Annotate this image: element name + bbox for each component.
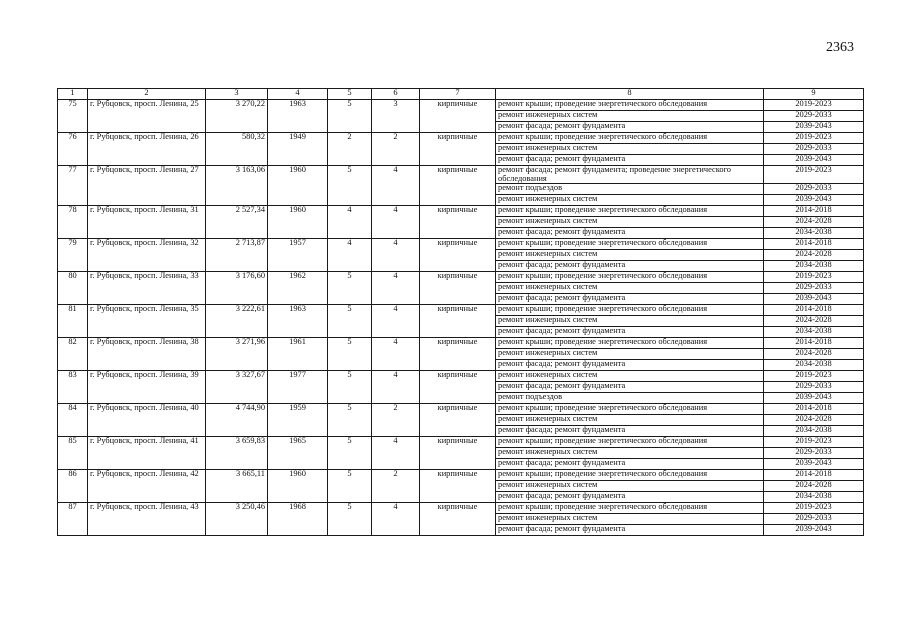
row-number: 87 bbox=[58, 503, 88, 536]
period-cell: 2024-2028 bbox=[764, 250, 864, 261]
table-row bbox=[58, 404, 864, 415]
work-type-cell: ремонт крыши; проведение энергетического обследования bbox=[496, 503, 764, 514]
address-cell: г. Рубцовск, просп. Ленина, 39 bbox=[88, 371, 206, 404]
work-type-cell: ремонт крыши; проведение энергетического обследования bbox=[496, 206, 764, 217]
year-cell: 1961 bbox=[268, 338, 328, 371]
material-cell: кирпичные bbox=[420, 239, 496, 272]
address-cell: г. Рубцовск, просп. Ленина, 32 bbox=[88, 239, 206, 272]
year-cell: 1960 bbox=[268, 470, 328, 503]
address-cell: г. Рубцовск, просп. Ленина, 31 bbox=[88, 206, 206, 239]
work-type-cell: ремонт крыши; проведение энергетического обследования bbox=[496, 305, 764, 316]
period-cell: 2034-2038 bbox=[764, 327, 864, 338]
year-cell: 1959 bbox=[268, 404, 328, 437]
period-cell: 2019-2023 bbox=[764, 133, 864, 144]
period-cell: 2039-2043 bbox=[764, 525, 864, 536]
period-cell: 2034-2038 bbox=[764, 426, 864, 437]
material-cell: кирпичные bbox=[420, 272, 496, 305]
table-row bbox=[58, 239, 864, 250]
work-type-cell: ремонт фасада; ремонт фундамента bbox=[496, 294, 764, 305]
area-cell: 2 713,87 bbox=[206, 239, 268, 272]
entrances-cell: 4 bbox=[372, 305, 420, 338]
row-number: 80 bbox=[58, 272, 88, 305]
period-cell: 2034-2038 bbox=[764, 228, 864, 239]
column-header: 5 bbox=[328, 89, 372, 100]
floors-cell: 5 bbox=[328, 404, 372, 437]
material-cell: кирпичные bbox=[420, 133, 496, 166]
area-cell: 2 527,34 bbox=[206, 206, 268, 239]
work-type-cell: ремонт фасада; ремонт фундамента bbox=[496, 261, 764, 272]
work-type-cell: ремонт фасада; ремонт фундамента bbox=[496, 122, 764, 133]
table-row bbox=[58, 305, 864, 316]
row-number: 86 bbox=[58, 470, 88, 503]
column-header: 9 bbox=[764, 89, 864, 100]
column-header: 8 bbox=[496, 89, 764, 100]
entrances-cell: 3 bbox=[372, 100, 420, 133]
period-cell: 2039-2043 bbox=[764, 195, 864, 206]
row-number: 82 bbox=[58, 338, 88, 371]
table-row bbox=[58, 166, 864, 184]
work-type-cell: ремонт крыши; проведение энергетического обследования bbox=[496, 338, 764, 349]
address-cell: г. Рубцовск, просп. Ленина, 40 bbox=[88, 404, 206, 437]
work-type-cell: ремонт подъездов bbox=[496, 184, 764, 195]
period-cell: 2029-2033 bbox=[764, 448, 864, 459]
material-cell: кирпичные bbox=[420, 470, 496, 503]
period-cell: 2024-2028 bbox=[764, 481, 864, 492]
material-cell: кирпичные bbox=[420, 503, 496, 536]
period-cell: 2029-2033 bbox=[764, 382, 864, 393]
table-row bbox=[58, 272, 864, 283]
work-type-cell: ремонт подъездов bbox=[496, 393, 764, 404]
area-cell: 3 250,46 bbox=[206, 503, 268, 536]
row-number: 77 bbox=[58, 166, 88, 206]
period-cell: 2034-2038 bbox=[764, 492, 864, 503]
work-type-cell: ремонт фасада; ремонт фундамента bbox=[496, 327, 764, 338]
entrances-cell: 4 bbox=[372, 338, 420, 371]
period-cell: 2029-2033 bbox=[764, 283, 864, 294]
entrances-cell: 4 bbox=[372, 206, 420, 239]
period-cell: 2019-2023 bbox=[764, 371, 864, 382]
address-cell: г. Рубцовск, просп. Ленина, 27 bbox=[88, 166, 206, 206]
table-row bbox=[58, 371, 864, 382]
page-number: 2363 bbox=[826, 40, 854, 55]
period-cell: 2014-2018 bbox=[764, 338, 864, 349]
period-cell: 2039-2043 bbox=[764, 459, 864, 470]
entrances-cell: 2 bbox=[372, 404, 420, 437]
address-cell: г. Рубцовск, просп. Ленина, 42 bbox=[88, 470, 206, 503]
period-cell: 2014-2018 bbox=[764, 305, 864, 316]
work-type-cell: ремонт инженерных систем bbox=[496, 448, 764, 459]
address-cell: г. Рубцовск, просп. Ленина, 41 bbox=[88, 437, 206, 470]
period-cell: 2039-2043 bbox=[764, 122, 864, 133]
material-cell: кирпичные bbox=[420, 404, 496, 437]
year-cell: 1963 bbox=[268, 100, 328, 133]
work-type-cell: ремонт инженерных систем bbox=[496, 415, 764, 426]
work-type-cell: ремонт крыши; проведение энергетического обследования bbox=[496, 272, 764, 283]
work-type-cell: ремонт фасада; ремонт фундамента bbox=[496, 459, 764, 470]
table-row bbox=[58, 503, 864, 514]
area-cell: 3 176,60 bbox=[206, 272, 268, 305]
area-cell: 3 659,83 bbox=[206, 437, 268, 470]
period-cell: 2034-2038 bbox=[764, 261, 864, 272]
work-type-cell: ремонт фасада; ремонт фундамента bbox=[496, 382, 764, 393]
work-type-cell: ремонт инженерных систем bbox=[496, 371, 764, 382]
table-row bbox=[58, 338, 864, 349]
address-cell: г. Рубцовск, просп. Ленина, 43 bbox=[88, 503, 206, 536]
table-row bbox=[58, 470, 864, 481]
work-type-cell: ремонт инженерных систем bbox=[496, 283, 764, 294]
period-cell: 2019-2023 bbox=[764, 503, 864, 514]
material-cell: кирпичные bbox=[420, 305, 496, 338]
period-cell: 2019-2023 bbox=[764, 272, 864, 283]
work-type-cell: ремонт инженерных систем bbox=[496, 349, 764, 360]
address-cell: г. Рубцовск, просп. Ленина, 26 bbox=[88, 133, 206, 166]
column-header: 1 bbox=[58, 89, 88, 100]
work-type-cell: ремонт фасада; ремонт фундамента bbox=[496, 228, 764, 239]
entrances-cell: 4 bbox=[372, 272, 420, 305]
year-cell: 1960 bbox=[268, 166, 328, 206]
area-cell: 3 270,22 bbox=[206, 100, 268, 133]
material-cell: кирпичные bbox=[420, 338, 496, 371]
table-row bbox=[58, 133, 864, 144]
entrances-cell: 4 bbox=[372, 371, 420, 404]
work-type-cell: ремонт инженерных систем bbox=[496, 217, 764, 228]
column-header: 7 bbox=[420, 89, 496, 100]
work-type-cell: ремонт инженерных систем bbox=[496, 316, 764, 327]
area-cell: 3 222,61 bbox=[206, 305, 268, 338]
work-type-cell: ремонт фасада; ремонт фундамента bbox=[496, 360, 764, 371]
work-type-cell: ремонт крыши; проведение энергетического обследования bbox=[496, 437, 764, 448]
work-type-cell: ремонт крыши; проведение энергетического обследования bbox=[496, 133, 764, 144]
year-cell: 1977 bbox=[268, 371, 328, 404]
period-cell: 2019-2023 bbox=[764, 166, 864, 184]
period-cell: 2029-2033 bbox=[764, 144, 864, 155]
work-type-cell: ремонт инженерных систем bbox=[496, 250, 764, 261]
work-type-cell: ремонт инженерных систем bbox=[496, 195, 764, 206]
period-cell: 2014-2018 bbox=[764, 206, 864, 217]
period-cell: 2019-2023 bbox=[764, 437, 864, 448]
period-cell: 2014-2018 bbox=[764, 239, 864, 250]
floors-cell: 5 bbox=[328, 100, 372, 133]
year-cell: 1957 bbox=[268, 239, 328, 272]
housing-register-table bbox=[57, 88, 864, 536]
floors-cell: 4 bbox=[328, 206, 372, 239]
period-cell: 2029-2033 bbox=[764, 514, 864, 525]
floors-cell: 5 bbox=[328, 503, 372, 536]
period-cell: 2024-2028 bbox=[764, 217, 864, 228]
period-cell: 2024-2028 bbox=[764, 349, 864, 360]
year-cell: 1968 bbox=[268, 503, 328, 536]
work-type-cell: ремонт инженерных систем bbox=[496, 111, 764, 122]
area-cell: 3 327,67 bbox=[206, 371, 268, 404]
floors-cell: 5 bbox=[328, 305, 372, 338]
column-header: 3 bbox=[206, 89, 268, 100]
period-cell: 2024-2028 bbox=[764, 415, 864, 426]
year-cell: 1963 bbox=[268, 305, 328, 338]
period-cell: 2029-2033 bbox=[764, 111, 864, 122]
entrances-cell: 4 bbox=[372, 437, 420, 470]
year-cell: 1965 bbox=[268, 437, 328, 470]
column-header: 6 bbox=[372, 89, 420, 100]
material-cell: кирпичные bbox=[420, 437, 496, 470]
work-type-cell: ремонт фасада; ремонт фундамента bbox=[496, 155, 764, 166]
address-cell: г. Рубцовск, просп. Ленина, 33 bbox=[88, 272, 206, 305]
material-cell: кирпичные bbox=[420, 100, 496, 133]
row-number: 79 bbox=[58, 239, 88, 272]
work-type-cell: ремонт инженерных систем bbox=[496, 481, 764, 492]
address-cell: г. Рубцовск, просп. Ленина, 25 bbox=[88, 100, 206, 133]
area-cell: 580,32 bbox=[206, 133, 268, 166]
area-cell: 3 271,96 bbox=[206, 338, 268, 371]
period-cell: 2029-2033 bbox=[764, 184, 864, 195]
column-header-row bbox=[58, 89, 864, 100]
work-type-cell: ремонт крыши; проведение энергетического обследования bbox=[496, 100, 764, 111]
table-row bbox=[58, 206, 864, 217]
row-number: 83 bbox=[58, 371, 88, 404]
period-cell: 2039-2043 bbox=[764, 155, 864, 166]
row-number: 78 bbox=[58, 206, 88, 239]
period-cell: 2039-2043 bbox=[764, 393, 864, 404]
column-header: 2 bbox=[88, 89, 206, 100]
work-type-cell: ремонт фасада; ремонт фундамента bbox=[496, 492, 764, 503]
work-type-cell: ремонт фасада; ремонт фундамента bbox=[496, 525, 764, 536]
address-cell: г. Рубцовск, просп. Ленина, 35 bbox=[88, 305, 206, 338]
entrances-cell: 2 bbox=[372, 470, 420, 503]
year-cell: 1960 bbox=[268, 206, 328, 239]
work-type-cell: ремонт фасада; ремонт фундамента bbox=[496, 426, 764, 437]
work-type-cell: ремонт инженерных систем bbox=[496, 144, 764, 155]
period-cell: 2014-2018 bbox=[764, 404, 864, 415]
work-type-cell: ремонт крыши; проведение энергетического обследования bbox=[496, 404, 764, 415]
floors-cell: 5 bbox=[328, 437, 372, 470]
table-row bbox=[58, 437, 864, 448]
area-cell: 3 665,11 bbox=[206, 470, 268, 503]
period-cell: 2014-2018 bbox=[764, 470, 864, 481]
floors-cell: 5 bbox=[328, 272, 372, 305]
work-type-cell: ремонт крыши; проведение энергетического обследования bbox=[496, 470, 764, 481]
area-cell: 3 163,06 bbox=[206, 166, 268, 206]
floors-cell: 4 bbox=[328, 239, 372, 272]
period-cell: 2034-2038 bbox=[764, 360, 864, 371]
floors-cell: 2 bbox=[328, 133, 372, 166]
area-cell: 4 744,90 bbox=[206, 404, 268, 437]
period-cell: 2039-2043 bbox=[764, 294, 864, 305]
material-cell: кирпичные bbox=[420, 206, 496, 239]
table-row bbox=[58, 100, 864, 111]
period-cell: 2024-2028 bbox=[764, 316, 864, 327]
row-number: 75 bbox=[58, 100, 88, 133]
work-type-cell: ремонт крыши; проведение энергетического обследования bbox=[496, 239, 764, 250]
floors-cell: 5 bbox=[328, 371, 372, 404]
row-number: 76 bbox=[58, 133, 88, 166]
floors-cell: 5 bbox=[328, 470, 372, 503]
material-cell: кирпичные bbox=[420, 166, 496, 206]
year-cell: 1949 bbox=[268, 133, 328, 166]
material-cell: кирпичные bbox=[420, 371, 496, 404]
row-number: 85 bbox=[58, 437, 88, 470]
entrances-cell: 2 bbox=[372, 133, 420, 166]
floors-cell: 5 bbox=[328, 338, 372, 371]
entrances-cell: 4 bbox=[372, 503, 420, 536]
address-cell: г. Рубцовск, просп. Ленина, 38 bbox=[88, 338, 206, 371]
work-type-cell: ремонт фасада; ремонт фундамента; проведение энергетического обследования bbox=[496, 166, 764, 184]
row-number: 84 bbox=[58, 404, 88, 437]
entrances-cell: 4 bbox=[372, 166, 420, 206]
period-cell: 2019-2023 bbox=[764, 100, 864, 111]
column-header: 4 bbox=[268, 89, 328, 100]
entrances-cell: 4 bbox=[372, 239, 420, 272]
year-cell: 1962 bbox=[268, 272, 328, 305]
work-type-cell: ремонт инженерных систем bbox=[496, 514, 764, 525]
floors-cell: 5 bbox=[328, 166, 372, 206]
row-number: 81 bbox=[58, 305, 88, 338]
